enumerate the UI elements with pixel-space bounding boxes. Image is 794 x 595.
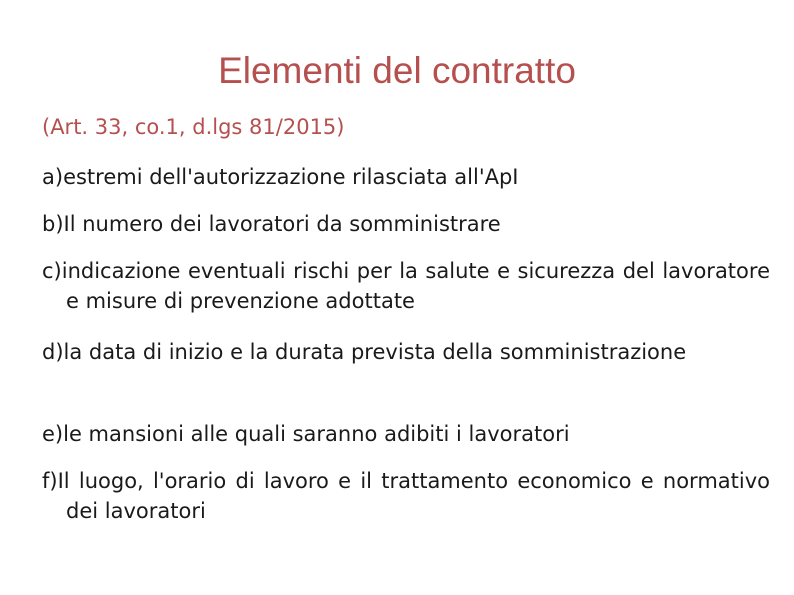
- slide-title: Elementi del contratto: [218, 50, 576, 91]
- item-text: indicazione eventuali rischi per la salute e sicurezza del lavoratore e misure di prevenzione adottate: [61, 259, 770, 313]
- item-marker: f): [42, 469, 58, 493]
- list-item-f: [42, 466, 770, 526]
- item-marker: c): [42, 259, 62, 283]
- item-text: Il luogo, l'orario di lavoro e il trattamento economico e normativo dei lavoratori: [57, 469, 770, 523]
- item-text: estremi dell'autorizzazione rilasciata all'ApI: [63, 165, 519, 189]
- list-item-d: [42, 337, 770, 367]
- item-text: Il numero dei lavoratori da somministrare: [63, 212, 501, 236]
- item-marker: e): [42, 422, 64, 446]
- item-marker: a): [42, 165, 64, 189]
- list-item-c: [42, 256, 770, 316]
- legal-reference: (Art. 33, co.1, d.lgs 81/2015): [42, 115, 345, 139]
- list-item-e: [42, 419, 770, 449]
- item-marker: d): [42, 340, 64, 364]
- list-item-b: [42, 209, 770, 239]
- item-marker: b): [42, 212, 64, 236]
- list-item-a: [42, 162, 770, 192]
- item-text: le mansioni alle quali saranno adibiti i lavoratori: [63, 422, 570, 446]
- item-text: la data di inizio e la durata prevista della somministrazione: [63, 340, 687, 364]
